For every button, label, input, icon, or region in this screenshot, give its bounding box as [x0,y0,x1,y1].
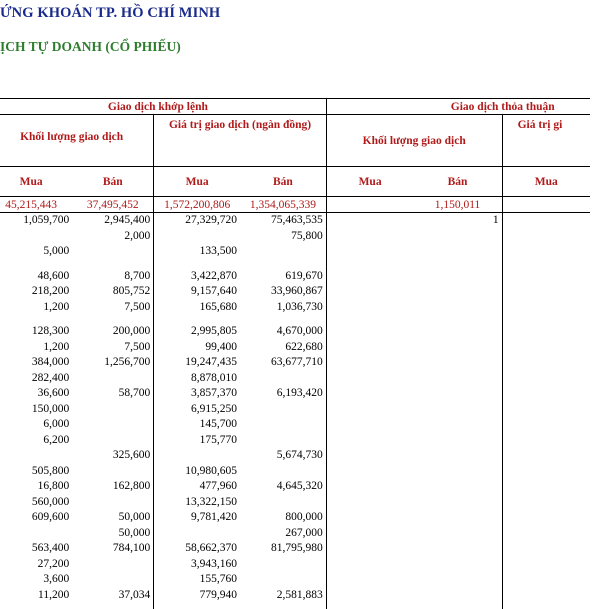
cell-gt-mua: 19,247,435 [154,355,240,371]
cell-kl-ban [72,495,154,511]
cell-tt-kl-mua [326,386,413,402]
end-cell [0,603,72,609]
cell-gt-ban [240,557,326,573]
cell-tt-kl-mua [326,340,413,356]
cell-kl-mua: 16,800 [37,480,70,492]
cell-kl-ban [72,402,154,418]
spacer-cell [502,260,590,269]
header-khoi-luong: Khối lượng giao dịch [0,115,154,167]
group-header-thoa-thuan: Giao dịch thỏa thuận [326,99,590,115]
table-row [0,300,590,316]
cell-tt-kl-ban [413,464,502,480]
cell-tt-gt-mua [502,510,590,526]
table-row [0,402,590,418]
cell-tt-kl-mua [326,495,413,511]
spacer-cell [154,260,240,269]
end-cell [326,603,413,609]
cell-kl-ban: 58,700 [118,387,151,399]
cell-gt-ban [240,417,326,433]
cell-gt-mua: 2,995,805 [154,324,240,340]
end-cell [154,603,240,609]
cell-gt-mua: 145,700 [154,417,240,433]
report-title: ỨNG KHOÁN TP. HỒ CHÍ MINH [0,5,221,21]
cell-gt-mua: 58,662,370 [154,541,240,557]
cell-tt-kl-mua [326,213,413,229]
cell-tt-kl-mua [326,448,413,464]
cell-kl-mua: 1,200 [43,300,70,313]
cell-kl-ban: 200,000 [112,325,151,337]
cell-tt-kl-mua [326,269,413,285]
cell-tt-kl-mua [326,541,413,557]
cell-gt-mua: 13,322,150 [154,495,240,511]
cell-tt-gt-mua [502,229,590,245]
table-row [0,557,590,573]
cell-tt-gt-mua [502,355,590,371]
cell-tt-kl-ban [413,355,502,371]
cell-gt-ban: 6,193,420 [276,387,323,399]
total-gt-ban: 1,354,065,339 [240,197,326,213]
cell-gt-mua: 6,915,250 [154,402,240,418]
cell-tt-gt-mua [502,572,590,588]
cell-gt-ban: 33,960,867 [271,285,323,297]
header-mua: Mua [326,167,413,197]
spacer-cell [326,260,413,269]
spacer-cell [413,315,502,324]
spacer-cell [326,315,413,324]
end-cell [502,603,590,609]
spacer-cell [72,260,154,269]
cell-gt-mua: 9,157,640 [154,284,240,300]
cell-tt-gt-mua [502,417,590,433]
cell-gt-ban: 5,674,730 [276,449,323,461]
cell-tt-kl-mua [326,433,413,449]
total-tt-gt-mua [502,197,590,213]
cell-tt-kl-mua [326,355,413,371]
cell-gt-ban [240,464,326,480]
cell-kl-ban: 784,100 [112,542,151,554]
cell-tt-kl-ban [413,510,502,526]
cell-tt-kl-mua [326,229,413,245]
cell-gt-ban [240,433,326,449]
cell-gt-ban: 2,581,883 [276,588,323,601]
cell-gt-ban: 75,463,535 [271,214,323,226]
cell-gt-ban [240,244,326,260]
cell-tt-gt-mua [502,269,590,285]
cell-gt-ban: 267,000 [285,526,323,539]
header-ban: Bán [413,167,502,197]
header-ban: Bán [72,167,154,197]
cell-tt-gt-mua [502,526,590,542]
cell-kl-mua: 1,059,700 [23,214,70,226]
cell-gt-mua: 175,770 [154,433,240,449]
table-row [0,464,590,480]
table-row [0,284,590,300]
cell-gt-mua: 3,857,370 [154,386,240,402]
cell-gt-mua: 8,878,010 [154,371,240,387]
cell-tt-gt-mua [502,402,590,418]
cell-kl-mua: 282,400 [31,371,70,384]
cell-tt-kl-mua [326,479,413,495]
header-ban: Bán [240,167,326,197]
cell-kl-mua: 1,200 [43,340,70,353]
cell-gt-mua: 165,680 [154,300,240,316]
cell-tt-kl-ban [413,284,502,300]
cell-gt-mua: 27,329,720 [154,213,240,229]
cell-tt-kl-mua [326,284,413,300]
cell-kl-ban [72,557,154,573]
cell-kl-ban: 1,256,700 [104,356,151,368]
spacer-row [0,315,590,324]
end-cell [72,603,154,609]
total-tt-kl-mua [326,197,413,213]
cell-tt-gt-mua [502,588,590,604]
table-row [0,269,590,285]
table-row [0,510,590,526]
cell-tt-kl-mua [326,300,413,316]
cell-tt-gt-mua [502,386,590,402]
cell-kl-ban: 162,800 [112,480,151,492]
cell-tt-kl-ban [413,448,502,464]
cell-gt-mua [154,229,240,245]
cell-kl-ban: 325,600 [112,449,151,461]
cell-kl-ban [72,464,154,480]
cell-kl-mua: 6,000 [43,418,70,430]
cell-tt-gt-mua [502,340,590,356]
table-row [0,526,590,542]
table-row [0,386,590,402]
table-row [0,355,590,371]
total-gt-mua: 1,572,200,806 [154,197,240,213]
cell-kl-ban: 2,000 [124,229,151,242]
cell-gt-mua [154,448,240,464]
cell-tt-kl-ban [413,557,502,573]
cell-kl-mua: 505,800 [31,464,70,477]
cell-tt-gt-mua [502,479,590,495]
cell-kl-mua: 6,200 [43,433,70,446]
spacer-cell [240,260,326,269]
cell-gt-ban [240,572,326,588]
total-tt-kl-ban: 1,150,011 [413,197,502,213]
cell-tt-kl-ban: 1 [492,214,499,226]
cell-kl-mua: 218,200 [31,285,70,297]
cell-tt-kl-mua [326,510,413,526]
cell-kl-mua: 36,600 [37,387,70,399]
header-gia-tri: Giá trị giao dịch (ngàn đồng) [154,115,327,167]
table-row [0,572,590,588]
table-row [0,371,590,387]
table-row [0,433,590,449]
cell-tt-gt-mua [502,448,590,464]
cell-tt-gt-mua [502,433,590,449]
cell-tt-kl-ban [413,479,502,495]
cell-kl-mua [0,448,72,464]
cell-tt-gt-mua [502,324,590,340]
header-khoi-luong-tt: Khối lượng giao dịch [326,115,502,167]
cell-gt-mua: 9,781,420 [154,510,240,526]
cell-gt-mua: 10,980,605 [154,464,240,480]
table-row [0,340,590,356]
cell-gt-ban [240,402,326,418]
cell-tt-kl-ban [413,526,502,542]
end-cell [413,603,502,609]
spacer-cell [0,315,72,324]
totals-row [0,197,590,213]
cell-gt-mua: 477,960 [154,479,240,495]
cell-kl-mua: 128,300 [31,325,70,337]
trading-table [0,98,590,609]
cell-gt-ban: 4,645,320 [276,480,323,492]
cell-kl-ban: 2,945,400 [104,214,151,226]
cell-kl-mua [0,526,72,542]
cell-gt-ban: 81,795,980 [271,542,323,554]
cell-kl-mua: 560,000 [31,495,70,508]
cell-kl-ban: 37,034 [118,588,151,601]
cell-tt-kl-mua [326,526,413,542]
cell-kl-ban: 8,700 [124,269,151,282]
cell-tt-kl-ban [413,229,502,245]
cell-tt-kl-ban [413,371,502,387]
total-kl-ban: 37,495,452 [72,197,154,213]
cell-gt-mua: 133,500 [154,244,240,260]
group-header-khop-lenh: Giao dịch khớp lệnh [0,99,326,115]
report-subtitle: ỊCH TỰ DOANH (CỔ PHIẾU) [0,39,181,54]
cell-tt-kl-ban [413,324,502,340]
cell-kl-mua [0,229,72,245]
cell-gt-mua: 99,400 [154,340,240,356]
spacer-cell [502,315,590,324]
cell-gt-ban: 622,680 [285,340,323,353]
cell-tt-gt-mua [502,213,590,229]
table-row [0,244,590,260]
cell-gt-ban: 63,677,710 [271,356,323,368]
cell-tt-kl-ban [413,244,502,260]
spacer-cell [240,315,326,324]
cell-tt-kl-mua [326,324,413,340]
cell-gt-ban [240,371,326,387]
table-row [0,541,590,557]
cell-tt-kl-mua [326,557,413,573]
cell-tt-gt-mua [502,371,590,387]
cell-kl-ban: 50,000 [118,526,151,539]
spacer-cell [0,260,72,269]
cell-gt-ban: 619,670 [285,269,323,282]
table-row [0,495,590,511]
table-row [0,448,590,464]
cell-kl-ban: 7,500 [124,300,151,313]
cell-gt-mua: 779,940 [154,588,240,604]
cell-tt-kl-mua [326,464,413,480]
cell-gt-ban [240,495,326,511]
cell-kl-mua: 384,000 [31,356,70,368]
cell-kl-mua: 150,000 [31,402,70,415]
cell-gt-mua: 3,943,160 [154,557,240,573]
cell-kl-mua: 48,600 [37,269,70,282]
cell-kl-mua: 3,600 [43,573,70,585]
table-row [0,213,590,229]
cell-kl-ban [72,417,154,433]
total-kl-mua: 45,215,443 [0,197,72,213]
table-row [0,324,590,340]
cell-tt-kl-ban [413,340,502,356]
cell-tt-gt-mua [502,541,590,557]
cell-kl-mua: 11,200 [38,588,70,601]
cell-gt-ban: 800,000 [285,511,323,523]
cell-tt-kl-ban [413,541,502,557]
table-row [0,479,590,495]
spacer-row [0,260,590,269]
header-gia-tri-tt: Giá trị gi [502,115,590,167]
cell-tt-kl-ban [413,386,502,402]
end-cell [240,603,326,609]
cell-gt-ban: 4,670,000 [276,325,323,337]
cell-tt-kl-ban [413,495,502,511]
cell-kl-ban [72,433,154,449]
cell-kl-mua: 27,200 [37,557,70,570]
cell-kl-ban: 805,752 [112,285,151,297]
cell-tt-kl-ban [413,417,502,433]
cell-tt-gt-mua [502,244,590,260]
cell-tt-kl-mua [326,588,413,604]
cell-tt-gt-mua [502,557,590,573]
cell-kl-mua: 609,600 [31,511,70,523]
table-end [0,603,590,609]
table-row [0,229,590,245]
cell-gt-mua: 3,422,870 [154,269,240,285]
cell-tt-kl-ban [413,588,502,604]
cell-tt-kl-ban [413,269,502,285]
spacer-cell [154,315,240,324]
cell-kl-ban [72,371,154,387]
cell-gt-mua: 155,760 [154,572,240,588]
cell-tt-gt-mua [502,300,590,316]
cell-tt-kl-ban [413,572,502,588]
cell-tt-kl-mua [326,371,413,387]
cell-gt-mua [154,526,240,542]
cell-tt-kl-mua [326,402,413,418]
cell-kl-ban [72,572,154,588]
cell-gt-ban: 75,800 [291,229,323,242]
cell-tt-gt-mua [502,495,590,511]
cell-kl-ban [72,244,154,260]
header-mua: Mua [502,167,590,197]
cell-tt-kl-mua [326,417,413,433]
cell-kl-ban: 50,000 [118,511,151,523]
table-row [0,588,590,604]
cell-tt-kl-mua [326,572,413,588]
cell-tt-kl-mua [326,244,413,260]
spacer-cell [413,260,502,269]
header-mua: Mua [0,167,72,197]
cell-tt-gt-mua [502,464,590,480]
cell-tt-kl-ban [413,433,502,449]
header-mua: Mua [154,167,240,197]
cell-kl-ban: 7,500 [124,340,151,353]
cell-tt-gt-mua [502,284,590,300]
cell-tt-kl-ban [413,300,502,316]
table-row [0,417,590,433]
cell-kl-mua: 563,400 [31,542,70,554]
cell-kl-mua: 5,000 [43,245,70,257]
cell-tt-kl-ban [413,402,502,418]
spacer-cell [72,315,154,324]
cell-gt-ban: 1,036,730 [276,300,323,313]
